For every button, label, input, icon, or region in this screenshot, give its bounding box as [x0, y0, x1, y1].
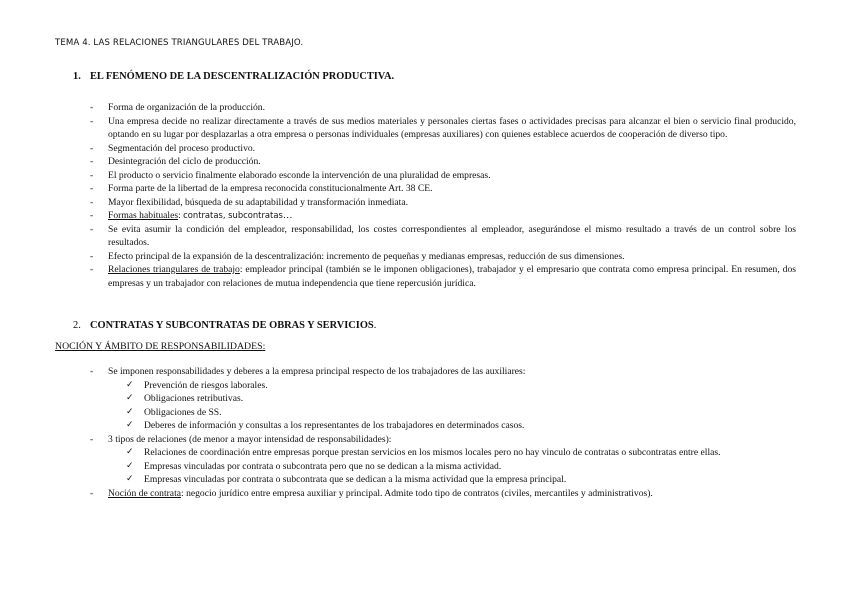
section-2-list	[90, 365, 796, 500]
list-item-relaciones	[90, 263, 796, 290]
list-item	[90, 142, 796, 156]
check-item	[90, 406, 796, 420]
check-item-text: Empresas vinculadas por contrata o subcontrata pero que no se dedican a la misma actividad.	[144, 460, 502, 472]
checkmark-icon: ✓	[126, 379, 134, 390]
subheading-tail: :	[262, 341, 266, 352]
section-2-heading	[73, 320, 376, 331]
list-item-text: Una empresa decide no realizar directamente a través de sus medios materiales y personales ciertas fases o actividades precisas para alcanzar el bien o servicio final producido, optando en su lugar por desplazarlas a otra empresa o personas individuales (empresas auxiliares) con quienes establece acuerdos de cooperación de diverso tipo.	[108, 115, 796, 140]
nocion-text: : negocio jurídico entre empresa auxiliar y principal. Admite todo tipo de contratos (civiles, mercantiles y administrativos).	[181, 487, 653, 499]
section-2-title: CONTRATAS Y SUBCONTRATAS DE OBRAS Y SERVICIOS	[90, 320, 374, 331]
list-item	[90, 169, 796, 183]
list-item	[90, 365, 796, 379]
dash-bullet: -	[90, 366, 94, 377]
relaciones-text: : empleador principal (también se le imponen obligaciones), trabajador y el empresario que contrata como empresa principal. En resumen, dos empresas y un trabajador con relaciones de mutua independencia que tiene repercusión jurídica.	[108, 264, 796, 289]
formas-text: contratas, subcontratas	[183, 210, 283, 220]
checkmark-icon: ✓	[126, 420, 134, 430]
dash-bullet: -	[90, 264, 94, 275]
subheading	[55, 341, 265, 352]
list-item	[90, 433, 796, 447]
check-item	[90, 446, 796, 460]
list-item-text: Forma parte de la libertad de la empresa reconocida constitucionalmente Art. 38 CE.	[108, 183, 433, 194]
list-item-text: Segmentación del proceso productivo.	[108, 142, 256, 154]
subheading-text: NOCIÓN Y ÁMBITO DE RESPONSABILIDADES	[55, 341, 263, 352]
nocion-label: Noción de contrata	[108, 487, 181, 499]
check-item-text: Empresas vinculadas por contrata o subcontrata que se dedican a la misma actividad que la empresa principal.	[144, 474, 567, 485]
dash-bullet: -	[90, 223, 94, 235]
formas-label: Formas habituales	[108, 210, 179, 221]
dash-bullet: -	[90, 102, 94, 113]
section-1-heading	[73, 71, 394, 82]
checkmark-icon: ✓	[126, 393, 134, 403]
checkmark-icon: ✓	[126, 460, 134, 471]
checkmark-icon: ✓	[126, 447, 134, 457]
section-1-list	[90, 101, 796, 290]
relaciones-label: Relaciones triangulares de trabajo	[108, 264, 240, 275]
check-item-text: Obligaciones retributivas.	[144, 393, 244, 404]
dash-bullet: -	[90, 433, 94, 445]
list-item	[90, 250, 796, 264]
dash-bullet: -	[90, 115, 94, 127]
list-item	[90, 223, 796, 250]
list-item-text: Mayor flexibilidad, búsqueda de su adaptabilidad y transformación inmediata.	[108, 196, 408, 208]
check-item	[90, 419, 796, 433]
formas-tail: …	[282, 210, 293, 221]
check-item	[90, 460, 796, 474]
list-item-text: 3 tipos de relaciones (de menor a mayor intensidad de responsabilidades):	[108, 433, 392, 445]
checkmark-icon: ✓	[126, 474, 134, 484]
section-1-title: EL FENÓMENO DE LA DESCENTRALIZACIÓN PRODUCTIVA.	[90, 71, 395, 82]
list-item-text: Desintegración del ciclo de producción.	[108, 156, 261, 167]
list-item-nocion	[90, 487, 796, 501]
dash-bullet: -	[90, 210, 94, 221]
checkmark-icon: ✓	[126, 406, 134, 417]
check-item	[90, 473, 796, 487]
list-item-text: Se imponen responsabilidades y deberes a la empresa principal respecto de los trabajadores de las auxiliares:	[108, 366, 526, 377]
dash-bullet: -	[90, 250, 94, 262]
list-item	[90, 155, 796, 169]
list-item-text: Efecto principal de la expansión de la descentralización: incremento de pequeñas y medianas empresas, reducción de sus dimensiones.	[108, 250, 625, 262]
check-item-text: Relaciones de coordinación entre empresas porque prestan servicios en los mismos locales pero no hay vinculo de contratas o subcontratas entre ellas.	[144, 447, 721, 458]
list-item-formas: - Formas habituales: contratas, subcontratas…	[90, 210, 293, 221]
dash-bullet: -	[90, 169, 94, 181]
list-item	[90, 182, 796, 196]
dash-bullet: -	[90, 196, 94, 208]
dash-bullet: -	[90, 142, 94, 154]
list-item	[90, 101, 796, 115]
section-2-title-tail: .	[373, 320, 377, 331]
list-item	[90, 115, 796, 142]
check-item-text: Deberes de información y consultas a los representantes de los trabajadores en determinados casos.	[144, 420, 525, 431]
dash-bullet: -	[90, 183, 94, 194]
check-item-text: Prevención de riesgos laborales.	[144, 379, 268, 391]
check-item-text: Obligaciones de SS.	[144, 406, 222, 418]
list-item	[90, 196, 796, 210]
dash-bullet: -	[90, 487, 94, 499]
list-item-text: El producto o servicio finalmente elaborado esconde la intervención de una pluralidad de empresas.	[108, 169, 491, 181]
document-header: TEMA 4. LAS RELACIONES TRIANGULARES DEL TRABAJO.	[55, 38, 304, 48]
check-item	[90, 379, 796, 393]
dash-bullet: -	[90, 156, 94, 167]
list-item-text: Forma de organización de la producción.	[108, 102, 265, 113]
section-2-number: 2.	[73, 320, 81, 331]
section-1-number: 1.	[73, 71, 81, 82]
list-item-text: Se evita asumir la condición del empleador, responsabilidad, los costes correspondientes al empleador, asegurándose el mismo resultado a través de un control sobre los resultados.	[108, 223, 796, 248]
check-item	[90, 392, 796, 406]
